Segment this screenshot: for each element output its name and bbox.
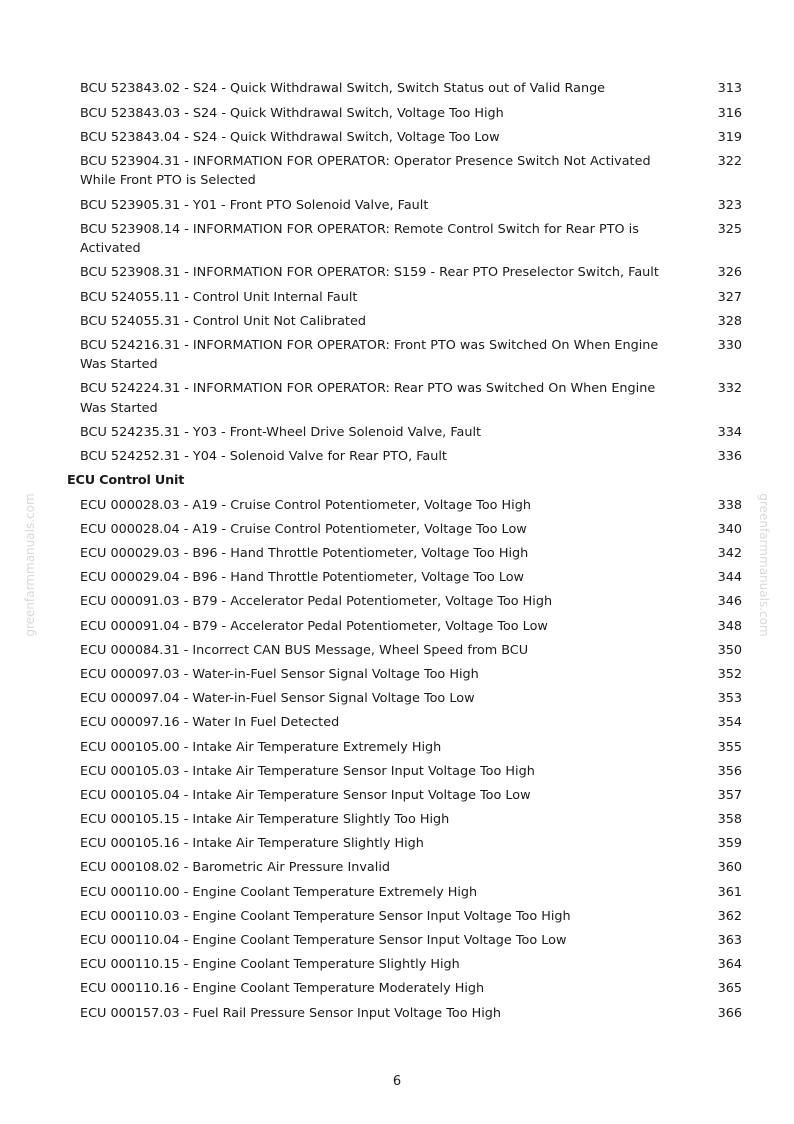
toc-entry-page: 325 (717, 221, 742, 237)
toc-entry-page: 327 (717, 289, 742, 305)
toc-entry[interactable] (0, 193, 794, 217)
toc-entry-title: BCU 523904.31 - INFORMATION FOR OPERATOR: Operator Presence Switch Not Activated While Front PTO is Selected (80, 153, 651, 189)
toc-entry-page: 334 (717, 425, 742, 441)
toc-entry-page: 357 (717, 787, 742, 803)
toc-entry-title: BCU 524216.31 - INFORMATION FOR OPERATOR: Front PTO was Switched On When Engine Was Started (80, 337, 659, 373)
toc-entry-title: BCU 524252.31 - Y04 - Solenoid Valve for Rear PTO, Fault (80, 449, 447, 465)
toc-entry-title: ECU 000029.03 - B96 - Hand Throttle Potentiometer, Voltage Too High (80, 546, 529, 562)
toc-entry[interactable] (0, 832, 794, 856)
toc-entry-title: ECU 000091.03 - B79 - Accelerator Pedal Potentiometer, Voltage Too High (80, 594, 553, 610)
toc-entry-page: 326 (717, 265, 742, 281)
toc-entry-title: BCU 523843.04 - S24 - Quick Withdrawal Switch, Voltage Too Low (80, 129, 500, 145)
toc-entry-page: 361 (717, 884, 742, 900)
toc-entry-title: ECU 000105.04 - Intake Air Temperature Sensor Input Voltage Too Low (80, 787, 531, 803)
toc-entry-title: ECU 000110.15 - Engine Coolant Temperature Slightly High (80, 957, 460, 973)
toc-entry-title: ECU 000110.04 - Engine Coolant Temperature Sensor Input Voltage Too Low (80, 933, 567, 949)
toc-entry-title: BCU 524224.31 - INFORMATION FOR OPERATOR: Rear PTO was Switched On When Engine Was Started (80, 381, 656, 416)
toc-entry[interactable] (0, 904, 794, 928)
toc-entry-page: 355 (717, 739, 742, 755)
toc-group-ecu (0, 493, 794, 1025)
watermark-left: greenfarmmanuals.com (23, 493, 37, 637)
page-number: 6 (392, 1074, 402, 1089)
toc-entry-page: 350 (717, 642, 742, 658)
toc-entry[interactable] (0, 880, 794, 904)
toc-entry[interactable] (0, 309, 794, 333)
toc-entry-title: ECU 000028.03 - A19 - Cruise Control Potentiometer, Voltage Too High (80, 497, 531, 513)
toc-entry-page: 362 (717, 908, 742, 924)
toc-entry[interactable] (0, 735, 794, 759)
toc-entry[interactable] (0, 150, 794, 194)
toc-entry-page: 332 (717, 381, 742, 397)
toc-entry-title: BCU 523908.31 - INFORMATION FOR OPERATOR: S159 - Rear PTO Preselector Switch, Fault (80, 265, 659, 281)
toc-entry[interactable] (0, 77, 794, 101)
toc-entry-title: ECU 000105.00 - Intake Air Temperature Extremely High (80, 739, 442, 755)
toc-entry[interactable] (0, 663, 794, 687)
toc-entry[interactable] (0, 953, 794, 977)
toc-entry-title: ECU 000105.03 - Intake Air Temperature Sensor Input Voltage Too High (80, 763, 535, 779)
toc-entry[interactable] (0, 638, 794, 662)
toc-entry-title: ECU 000097.03 - Water-in-Fuel Sensor Signal Voltage Too High (80, 666, 479, 682)
toc-entry[interactable] (0, 542, 794, 566)
toc-entry-title: ECU 000108.02 - Barometric Air Pressure Invalid (80, 860, 390, 876)
toc-entry-page: 313 (717, 81, 742, 97)
toc-entry[interactable] (0, 929, 794, 953)
toc-entry-title: BCU 523843.03 - S24 - Quick Withdrawal Switch, Voltage Too High (80, 105, 504, 121)
toc-entry[interactable] (0, 285, 794, 309)
toc-entry[interactable] (0, 377, 794, 421)
toc-entry-page: 358 (717, 812, 742, 828)
toc-entry-title: ECU 000084.31 - Incorrect CAN BUS Message, Wheel Speed from BCU (80, 642, 529, 658)
toc-entry-page: 356 (717, 763, 742, 779)
toc-entry-page: 319 (717, 129, 742, 145)
toc-entry-title: ECU 000110.00 - Engine Coolant Temperature Extremely High (80, 884, 478, 900)
toc-entry-page: 348 (717, 618, 742, 634)
toc-entry[interactable] (0, 566, 794, 590)
toc-entry-title: BCU 524055.11 - Control Unit Internal Fault (80, 289, 358, 305)
toc-entry[interactable] (0, 217, 794, 261)
toc-entry-page: 330 (717, 337, 742, 353)
watermark-right: greenfarmmanuals.com (757, 493, 771, 637)
toc-group-bcu (0, 77, 794, 469)
toc-entry[interactable] (0, 614, 794, 638)
toc-entry[interactable] (0, 101, 794, 125)
section-heading[interactable]: ECU Control Unit (67, 473, 185, 489)
toc-entry-page: 366 (717, 1005, 742, 1021)
toc-entry-page: 352 (717, 666, 742, 682)
toc-entry-page: 364 (717, 957, 742, 973)
toc-entry-page: 360 (717, 860, 742, 876)
toc-entry[interactable] (0, 1001, 794, 1025)
toc-entry-title: BCU 523908.14 - INFORMATION FOR OPERATOR: Remote Control Switch for Rear PTO is Activated (80, 221, 639, 257)
toc-entry[interactable] (0, 856, 794, 880)
toc-entry-title: ECU 000028.04 - A19 - Cruise Control Potentiometer, Voltage Too Low (80, 521, 527, 537)
toc-entry-page: 353 (717, 691, 742, 707)
toc-entry-page: 342 (717, 546, 742, 562)
toc-entry-page: 338 (717, 497, 742, 513)
toc-entry-title: ECU 000110.16 - Engine Coolant Temperature Moderately High (80, 981, 485, 997)
toc-entry-title: ECU 000105.15 - Intake Air Temperature Slightly Too High (80, 812, 450, 828)
toc-entry-title: ECU 000105.16 - Intake Air Temperature Slightly High (80, 836, 424, 852)
toc-entry-title: ECU 000097.04 - Water-in-Fuel Sensor Signal Voltage Too Low (80, 691, 475, 707)
toc-entry[interactable] (0, 590, 794, 614)
toc-entry-title: ECU 000029.04 - B96 - Hand Throttle Potentiometer, Voltage Too Low (80, 570, 525, 586)
toc-entry-page: 336 (717, 449, 742, 465)
toc-entry[interactable] (0, 808, 794, 832)
toc-entry[interactable] (0, 517, 794, 541)
toc-entry-page: 344 (717, 570, 742, 586)
toc-entry-page: 346 (717, 594, 742, 610)
table-of-contents (0, 77, 794, 1025)
toc-entry-page: 323 (717, 197, 742, 213)
toc-entry[interactable] (0, 334, 794, 378)
toc-entry-title: BCU 524235.31 - Y03 - Front-Wheel Drive Solenoid Valve, Fault (80, 425, 482, 441)
toc-entry[interactable] (0, 759, 794, 783)
toc-entry[interactable] (0, 445, 794, 469)
toc-entry-page: 354 (717, 715, 742, 731)
toc-entry[interactable] (0, 784, 794, 808)
toc-entry-page: 363 (717, 933, 742, 949)
toc-entry-page: 359 (717, 836, 742, 852)
toc-entry-page: 365 (717, 981, 742, 997)
toc-entry-page: 328 (717, 313, 742, 329)
toc-entry[interactable] (0, 125, 794, 149)
toc-entry-title: ECU 000157.03 - Fuel Rail Pressure Sensor Input Voltage Too High (80, 1005, 502, 1021)
toc-entry[interactable] (0, 977, 794, 1001)
toc-entry[interactable] (0, 261, 794, 285)
toc-entry[interactable] (0, 421, 794, 445)
toc-entry-title: BCU 524055.31 - Control Unit Not Calibrated (80, 313, 366, 329)
toc-entry[interactable] (0, 493, 794, 517)
toc-entry-title: ECU 000091.04 - B79 - Accelerator Pedal Potentiometer, Voltage Too Low (80, 618, 548, 634)
toc-entry[interactable] (0, 711, 794, 735)
toc-entry-page: 316 (717, 105, 742, 121)
toc-entry-page: 340 (717, 521, 742, 537)
toc-entry-title: ECU 000110.03 - Engine Coolant Temperature Sensor Input Voltage Too High (80, 908, 571, 924)
toc-entry-title: BCU 523843.02 - S24 - Quick Withdrawal Switch, Switch Status out of Valid Range (80, 81, 606, 97)
toc-entry-title: BCU 523905.31 - Y01 - Front PTO Solenoid Valve, Fault (80, 197, 429, 213)
toc-entry[interactable] (0, 687, 794, 711)
toc-entry-page: 322 (717, 153, 742, 169)
toc-entry-title: ECU 000097.16 - Water In Fuel Detected (80, 715, 340, 731)
